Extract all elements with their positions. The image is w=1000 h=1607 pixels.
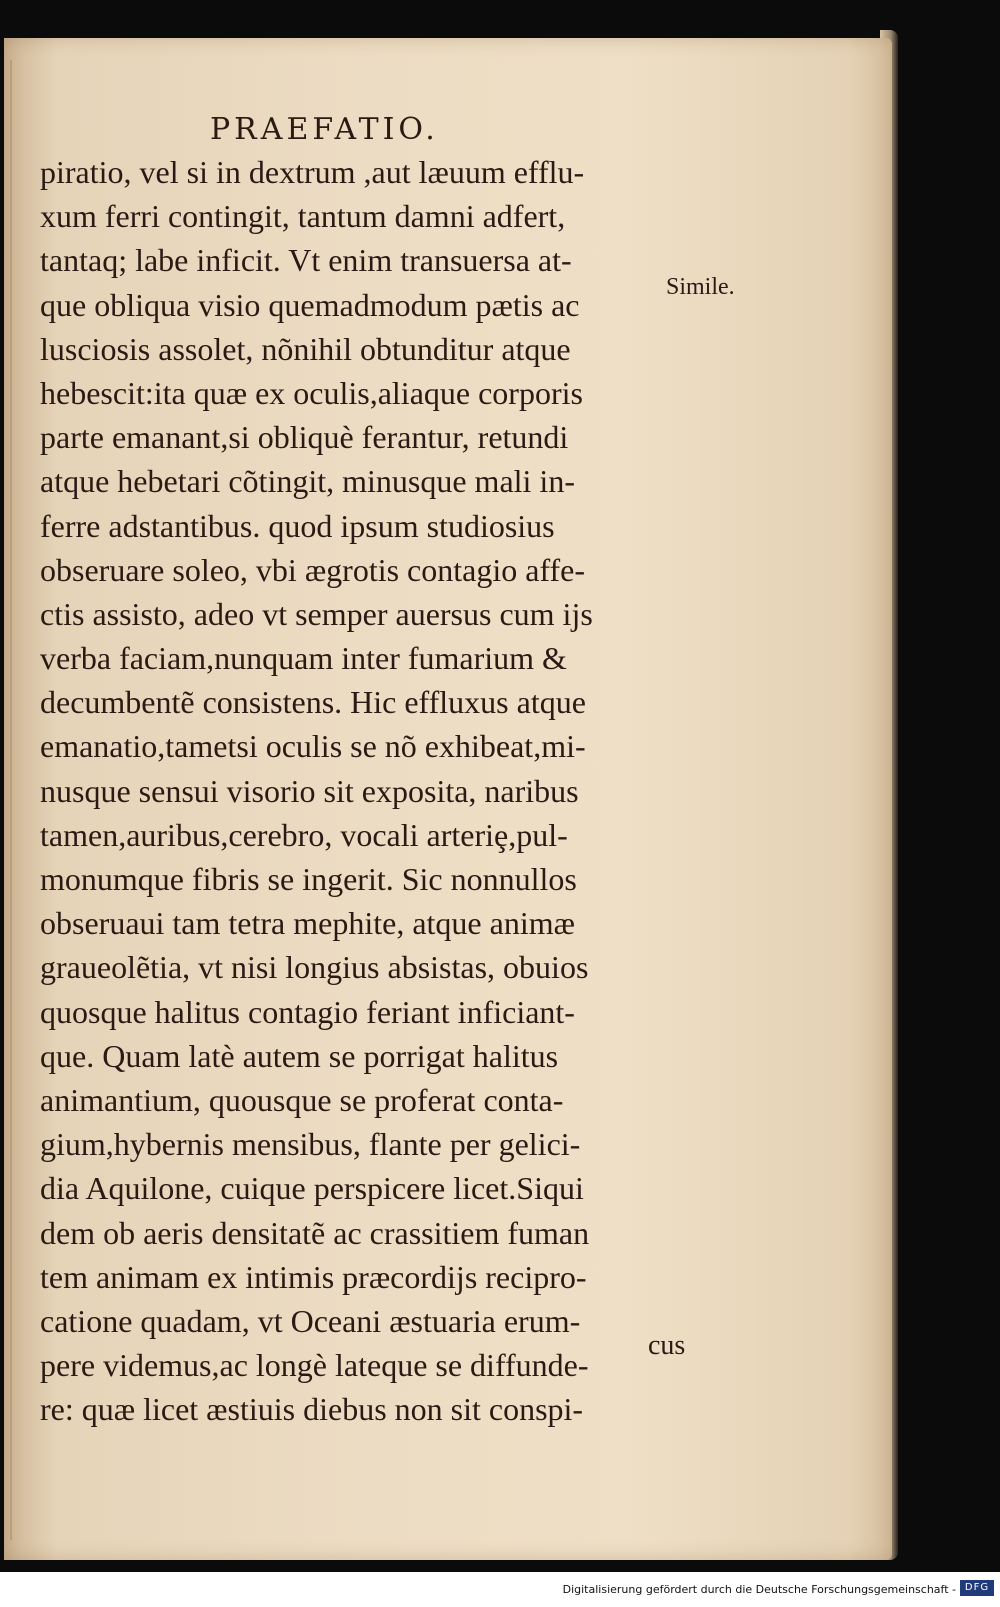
text-line: tem animam ex intimis præcordijs recipro- xyxy=(40,1258,587,1295)
body-text xyxy=(40,150,700,1431)
text-line: dia Aquilone, cuique perspicere licet.Siqui xyxy=(40,1170,584,1207)
text-line: tamen,auribus,cerebro, vocali arteriȩ,pul- xyxy=(40,816,568,853)
text-line: nusque sensui visorio sit exposita, naribus xyxy=(40,772,579,809)
text-line: pere videmus,ac longè lateque se diffunde- xyxy=(40,1347,589,1384)
binding-shadow xyxy=(10,60,12,1540)
text-line: xum ferri contingit, tantum damni adfert, xyxy=(40,198,566,235)
text-line: atque hebetari cõtingit, minusque mali in- xyxy=(40,463,575,500)
text-line: que obliqua visio quemadmodum pætis ac xyxy=(40,286,580,323)
text-line: decumbentẽ consistens. Hic effluxus atque xyxy=(40,684,586,721)
text-line: re: quæ licet æstiuis diebus non sit conspi- xyxy=(40,1391,584,1428)
text-line: gium,hybernis mensibus, flante per gelici- xyxy=(40,1126,581,1163)
text-line: parte emanant,si obliquè ferantur, retundi xyxy=(40,419,569,456)
catchword: cus xyxy=(648,1330,686,1361)
text-line: ctis assisto, adeo vt semper auersus cum ijs xyxy=(40,595,593,632)
funding-credit: Digitalisierung gefördert durch die Deutsche Forschungsgemeinschaft - xyxy=(562,1583,956,1596)
text-line: que. Quam latè autem se porrigat halitus xyxy=(40,1037,559,1074)
text-line: tantaq; labe inficit. Vt enim transuersa at- xyxy=(40,242,572,279)
text-line: lusciosis assolet, nõnihil obtunditur atque xyxy=(40,330,571,367)
text-line: obseruaui tam tetra mephite, atque animæ xyxy=(40,905,575,942)
text-line: animantium, quousque se proferat conta- xyxy=(40,1081,564,1118)
text-line: dem ob aeris densitatẽ ac crassitiem fuman xyxy=(40,1214,590,1251)
marginal-note: Simile. xyxy=(666,274,735,300)
running-head: PRAEFATIO. xyxy=(210,112,439,147)
text-line: quosque halitus contagio feriant inficiant- xyxy=(40,993,575,1030)
text-line: graueolẽtia, vt nisi longius absistas, obuios xyxy=(40,949,589,986)
text-line: verba faciam,nunquam inter fumarium & xyxy=(40,640,567,677)
dfg-logo-icon: DFG xyxy=(960,1580,994,1596)
text-line: monumque fibris se ingerit. Sic nonnullos xyxy=(40,861,577,897)
text-line: catione quadam, vt Oceani æstuaria erum- xyxy=(40,1302,581,1339)
text-line: emanatio,tametsi oculis se nõ exhibeat,mi- xyxy=(40,728,586,765)
text-line: ferre adstantibus. quod ipsum studiosius xyxy=(40,507,555,544)
text-line: obseruare soleo, vbi ægrotis contagio affe- xyxy=(40,551,586,588)
text-line: hebescit:ita quæ ex oculis,aliaque corporis xyxy=(40,374,583,411)
text-line: piratio, vel si in dextrum ,aut læuum efflu- xyxy=(40,154,585,190)
